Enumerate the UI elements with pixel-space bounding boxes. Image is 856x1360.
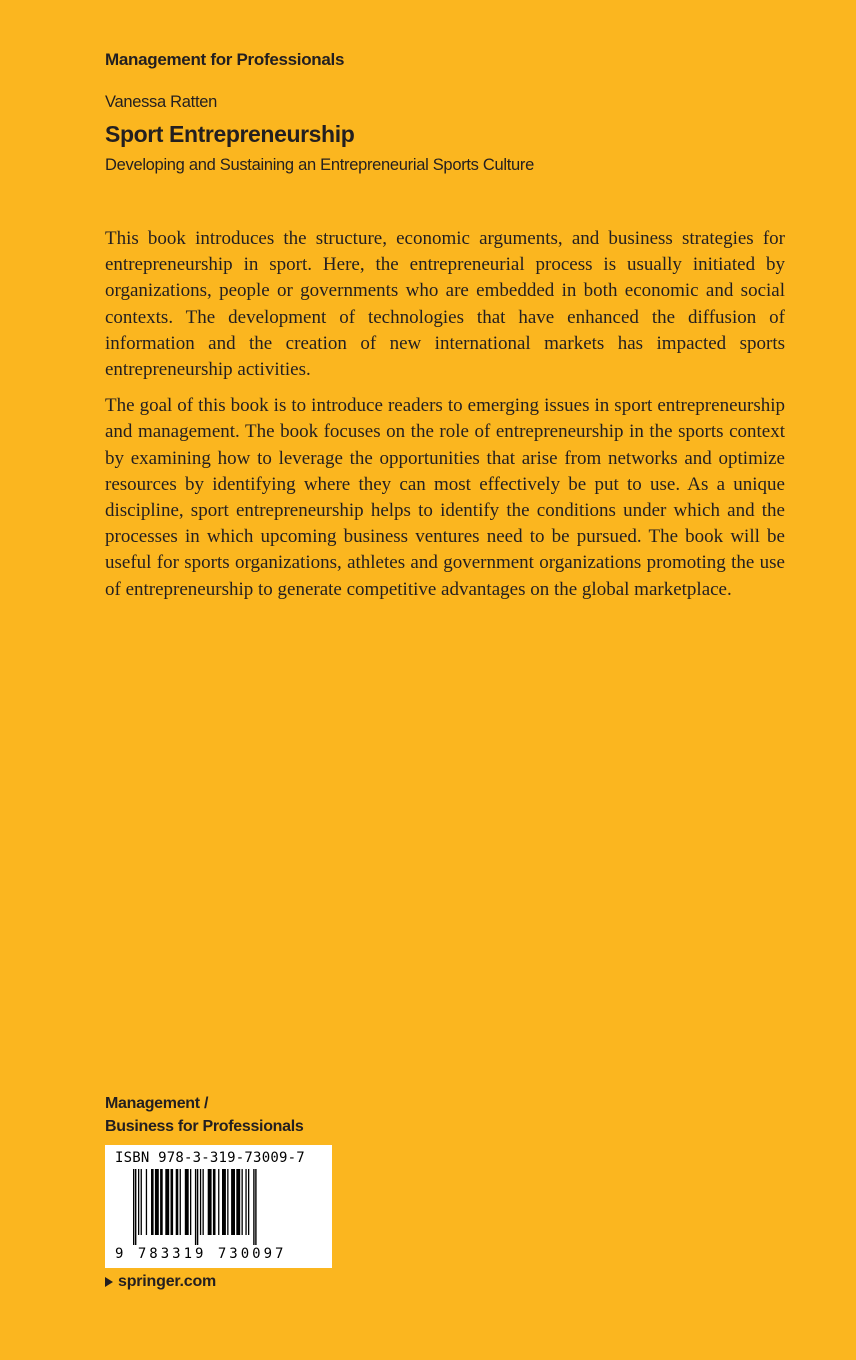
isbn-label: ISBN 978-3-319-73009-7 [115,1150,305,1166]
book-subtitle: Developing and Sustaining an Entrepreneurial Sports Culture [105,156,534,174]
category-line: Business for Professionals [105,1118,304,1135]
ean-number: 9 783319 730097 [115,1246,287,1262]
play-arrow-icon [105,1277,113,1287]
blurb-paragraph: The goal of this book is to introduce readers to emerging issues in sport entrepreneurship and management. The book focuses on the role of entrepreneurship in the sports context by examining how to leverage the opportunities that arise from networks and optimize resources by identifying where they can most effectively be put to use. As a unique discipline, sport entrepreneurship helps to identify the conditions under which and the processes in which upcoming business ventures need to be pursued. The book will be useful for sports organizations, athletes and government organizations promoting the use of entrepreneurship to generate competitive advantages on the global marketplace. [105,395,785,600]
blurb-paragraph: This book introduces the structure, economic arguments, and business strategies for entrepreneurship in sport. Here, the entrepreneurial process is usually initiated by organizations, people or governments who are embedded in both economic and social contexts. The development of technologies that have enhanced the diffusion of information and the creation of new international markets has impacted sports entrepreneurship activities. [105,228,785,381]
book-title: Sport Entrepreneurship [105,121,355,147]
barcode-box [105,1145,332,1268]
author-name: Vanessa Ratten [105,93,217,111]
subject-category [105,1092,304,1138]
category-line: Management / [105,1095,209,1112]
barcode-bars [113,1169,323,1245]
website-label: springer.com [118,1273,217,1290]
series-name: Management for Professionals [105,50,345,69]
website-link[interactable] [105,1273,216,1291]
blurb [105,226,785,613]
